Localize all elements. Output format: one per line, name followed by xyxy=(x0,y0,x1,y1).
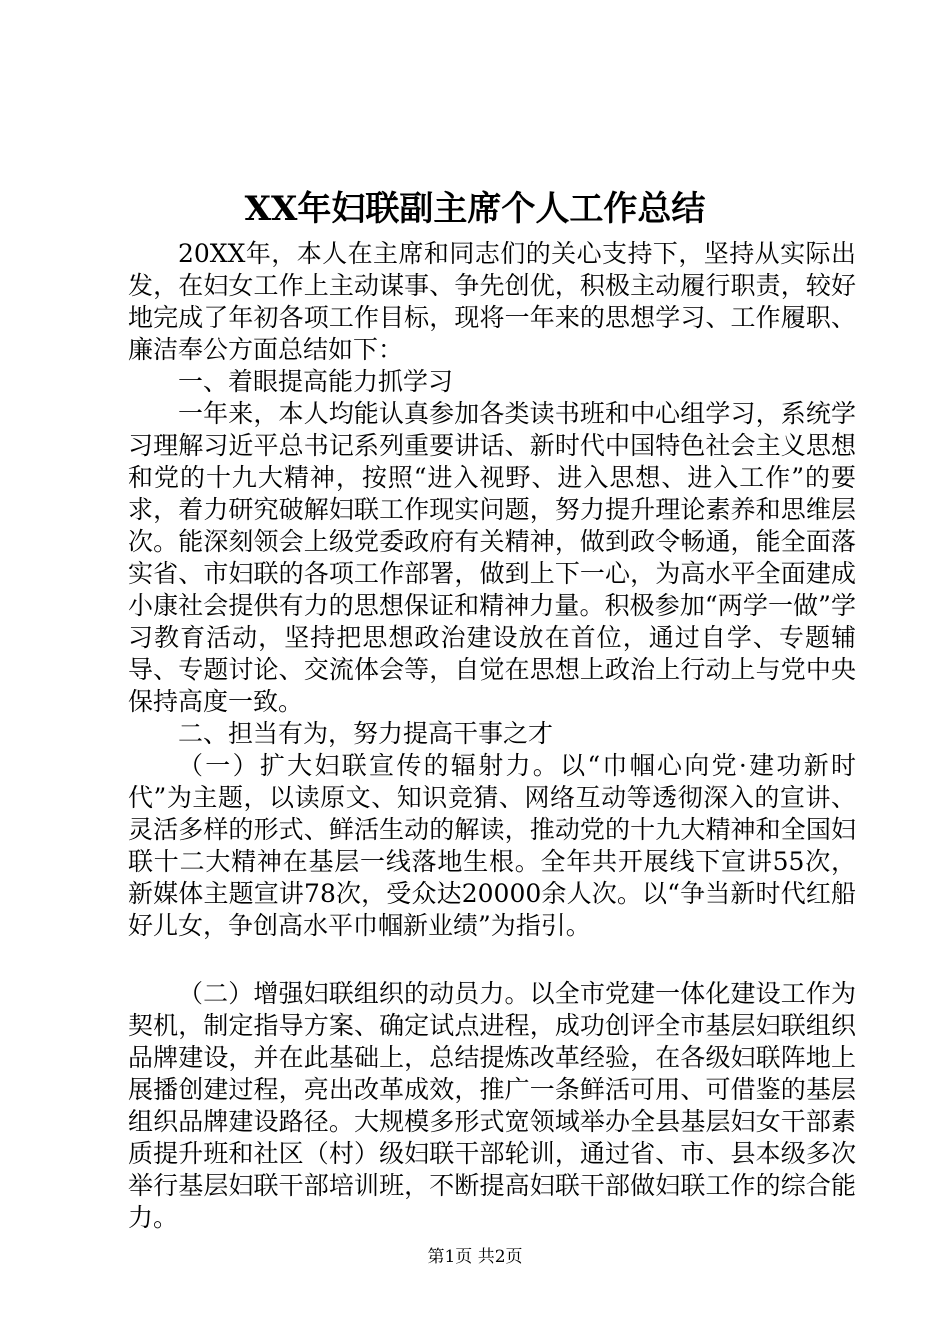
subsection-2-paragraph: （二）增强妇联组织的动员力。以全市党建一体化建设工作为契机，制定指导方案、确定试点进程，成功创评全市基层妇联组织品牌建设，并在此基础上，总结提炼改革经验，在各级妇联阵地上展播创建过程，亮出改革成效，推广一条鲜活可用、可借鉴的基层组织品牌建设路径。大规模多形式宽领域举办全县基层妇女干部素质提升班和社区（村）级妇联干部轮训，通过省、市、县本级多次举行基层妇联干部培训班，不断提高妇联干部做妇联工作的综合能力。 xyxy=(128,979,856,1232)
paragraph-gap xyxy=(128,942,856,978)
page-footer: 第1页 共2页 xyxy=(427,1247,523,1267)
section-2-heading: 二、担当有为，努力提高干事之才 xyxy=(178,719,554,748)
document-title: XX年妇联副主席个人工作总结 xyxy=(244,189,706,229)
section-1-heading: 一、着眼提高能力抓学习 xyxy=(178,367,454,396)
document-body xyxy=(128,238,856,1234)
subsection-1-paragraph: （一）扩大妇联宣传的辐射力。以“巾帼心向党·建功新时代”为主题，以读原文、知识竞猜、网络互动等透彻深入的宣讲、灵活多样的形式、鲜活生动的解读，推动党的十九大精神和全国妇联十二大精神在基层一线落地生根。全年共开展线下宣讲55次，新媒体主题宣讲78次，受众达20000余人次。以“争当新时代红船好儿女，争创高水平巾帼新业绩”为指引。 xyxy=(128,751,856,940)
intro-paragraph: 20XX年，本人在主席和同志们的关心支持下，坚持从实际出发，在妇女工作上主动谋事、争先创优，积极主动履行职责，较好地完成了年初各项工作目标，现将一年来的思想学习、工作履职、廉洁奉公方面总结如下： xyxy=(128,239,856,364)
section-1-paragraph: 一年来，本人均能认真参加各类读书班和中心组学习，系统学习理解习近平总书记系列重要讲话、新时代中国特色社会主义思想和党的十九大精神，按照“进入视野、进入思想、进入工作”的要求，着力研究破解妇联工作现实问题，努力提升理论素养和思维层次。能深刻领会上级党委政府有关精神，做到政令畅通，能全面落实省、市妇联的各项工作部署，做到上下一心，为高水平全面建成小康社会提供有力的思想保证和精神力量。积极参加“两学一做”学习教育活动，坚持把思想政治建设放在首位，通过自学、专题辅导、专题讨论、交流体会等，自觉在思想上政治上行动上与党中央保持高度一致。 xyxy=(128,399,856,716)
